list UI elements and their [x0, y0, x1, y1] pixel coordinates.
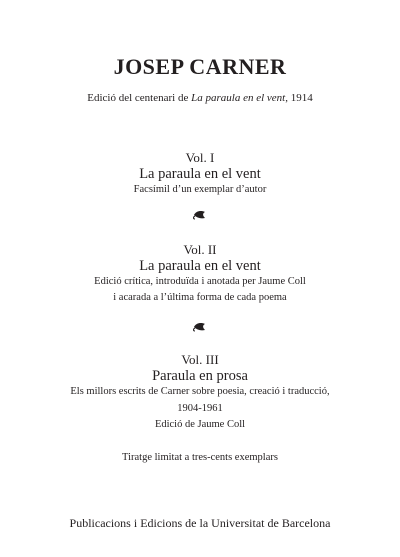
vol-2-line-2: i acarada a l’última forma de cada poema [113, 292, 287, 303]
edition-line [0, 92, 400, 104]
edition-title: La paraula en el vent [191, 92, 286, 104]
vol-3-line-1: Els millors escrits de Carner sobre poesia, creació i traducció, [70, 386, 330, 397]
vol-1-title: La paraula en el vent [139, 166, 261, 182]
limited-edition-note: Tiratge limitat a tres-cents exemplars [122, 452, 278, 463]
edition-suffix: , 1914 [285, 92, 313, 104]
vol-3-line-2: 1904-1961 [177, 403, 223, 414]
vol-1-number: Vol. I [185, 150, 215, 165]
vol-3-title: Paraula en prosa [152, 368, 248, 384]
vol-3-line-3: Edició de Jaume Coll [154, 419, 246, 430]
edition-prefix: Edició del centenari de [87, 92, 192, 104]
fleuron-icon [0, 319, 400, 333]
author-name: JOSEP CARNER [113, 54, 287, 79]
vol-3-number: Vol. III [181, 352, 219, 367]
vol-2-line-1: Edició crítica, introduïda i anotada per Jaume Coll [94, 276, 306, 287]
fleuron-icon [0, 207, 400, 221]
vol-2-title: La paraula en el vent [139, 258, 261, 274]
publisher-name: Publicacions i Edicions de la Universitat de Barcelona [69, 516, 331, 530]
vol-2-number: Vol. II [183, 242, 217, 257]
vol-1-subtitle: Facsímil d’un exemplar d’autor [133, 184, 267, 195]
